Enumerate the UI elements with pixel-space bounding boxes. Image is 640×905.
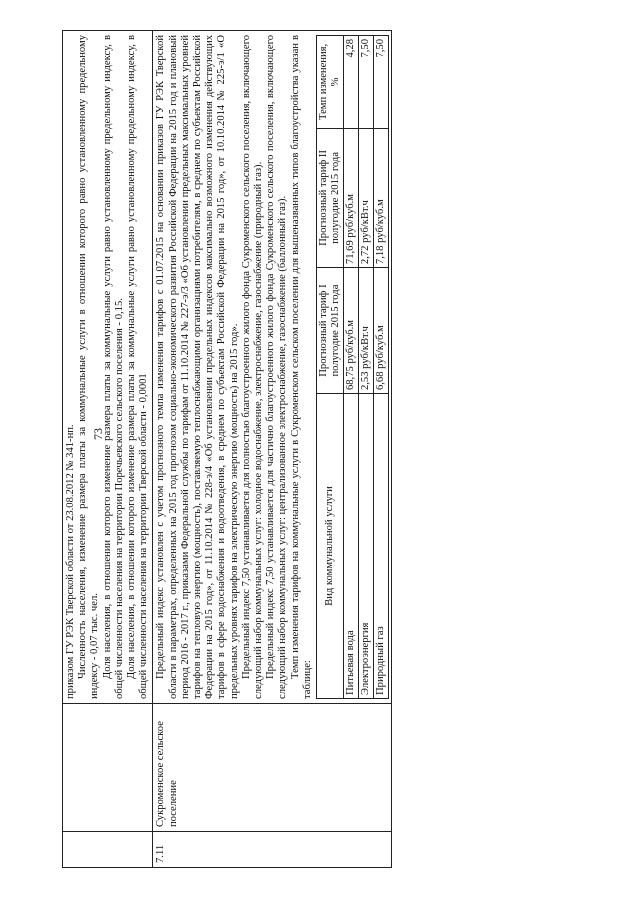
paragraph: Численность населения, изменение размера платы за коммунальные услуги в отношении которого равно установленному предельному индексу - 0,07 тыс. чел. bbox=[77, 35, 101, 699]
paragraph: Доля населения, в отношении которого изменение размера платы за коммунальные услуги равно установленному предельному индексу, в общей численности населения на территории Тверской области - 0,0001 bbox=[126, 35, 150, 699]
settlement-name: Сукроменское сельское поселение bbox=[153, 704, 392, 832]
tariff-cell: Питьевая вода bbox=[344, 394, 359, 699]
table-row bbox=[153, 31, 392, 868]
tariff-row bbox=[374, 36, 389, 699]
page-number: 73 bbox=[91, 428, 105, 440]
main-table bbox=[62, 30, 392, 868]
tariff-cell: 7,50 bbox=[359, 36, 374, 129]
tariff-row bbox=[344, 36, 359, 699]
tariff-cell: 7,50 bbox=[374, 36, 389, 129]
tariff-table bbox=[316, 35, 389, 699]
row-number: 7.11 bbox=[153, 832, 392, 868]
paragraph: Темп изменения тарифов на коммунальные услуги в Сукроменском сельском поселении для вышеназванных типов благоустройства указан в таблице: bbox=[289, 35, 313, 699]
row-description bbox=[63, 31, 153, 704]
paragraph: Предельный индекс 7,50 устанавливается для частично благоустроенного жилого фонда Сукроменского сельского поселения, включающего следующий набор коммунальных услуг: централизованное электроснабжение, газоснабжение (баллонный газ). bbox=[265, 35, 289, 699]
tariff-header-row bbox=[317, 36, 344, 699]
tariff-header-cell: Темп изменения, % bbox=[317, 36, 344, 129]
tariff-cell: Электроэнергия bbox=[359, 394, 374, 699]
paragraph: Предельный индекс 7,50 устанавливается для полностью благоустроенного жилого фонда Сукроменского сельского поселения, включающего следующий набор коммунальных услуг: холодное водоснабжение, электроснабжение, газоснабжение (природный газ). bbox=[240, 35, 265, 699]
table-row bbox=[63, 31, 153, 868]
main-table-body bbox=[63, 31, 392, 868]
tariff-header-cell: Прогнозный тариф II полугодие 2015 года bbox=[317, 128, 344, 267]
rotated-content bbox=[62, 30, 577, 868]
tariff-cell: 2,72 руб/кВт.ч bbox=[359, 128, 374, 267]
tariff-cell: 2,53 руб/кВт.ч bbox=[359, 268, 374, 394]
tariff-row bbox=[359, 36, 374, 699]
tariff-cell: Природный газ bbox=[374, 394, 389, 699]
tariff-header-cell: Вид коммунальной услуги bbox=[317, 394, 344, 699]
tariff-cell: 6,68 руб/куб.м bbox=[374, 268, 389, 394]
tariff-cell: 4,28 bbox=[344, 36, 359, 129]
row-number bbox=[63, 832, 153, 868]
tariff-cell: 68,75 руб/куб.м bbox=[344, 268, 359, 394]
tariff-header-cell: Прогнозный тариф I полугодие 2015 года bbox=[317, 268, 344, 394]
row-description bbox=[153, 31, 392, 704]
paragraph: Доля населения, в отношении которого изменение размера платы за коммунальные услуги равно установленному предельному индексу, в общей численности населения на территории Поречьевского сельского поселения - 0,15. bbox=[101, 35, 125, 699]
tariff-cell: 7,18 руб/куб.м bbox=[374, 128, 389, 267]
paragraph: приказом ГУ РЭК Тверской области от 23.08.2012 № 341-нп. bbox=[65, 424, 76, 699]
settlement-name bbox=[63, 704, 153, 832]
tariff-cell: 71,69 руб/куб.м bbox=[344, 128, 359, 267]
paragraph: Предельный индекс установлен с учетом прогнозного темпа изменения тарифов с 01.07.2015 на основании приказов ГУ РЭК Тверской области в параметрах, определенных на 2015 год прогнозом социально-экономического развития Российской Федерации на 2015 год и плановый период 2016 - 2017 г., приказами Федеральной службы по тарифам от 11.10.2014 № 227-э/3 «Об установлении предельных максимальных уровней тарифов на тепловую энергию (мощность), поставляемую теплоснабжающими организациями потребителям, в среднем по субъектам Российской Федерации на 2015 год», от 11.10.2014 № 228-э/4 «Об установлении предельных индексов максимально возможного изменения действующих тарифов в сфере водоснабжения и водоотведения, в среднем по субъектам Российской Федерации на 2015 год», от 10.10.2014 № 225-э/1 «О предельных уровнях тарифов на электрическую энергию (мощность) на 2015 год». bbox=[155, 35, 240, 699]
